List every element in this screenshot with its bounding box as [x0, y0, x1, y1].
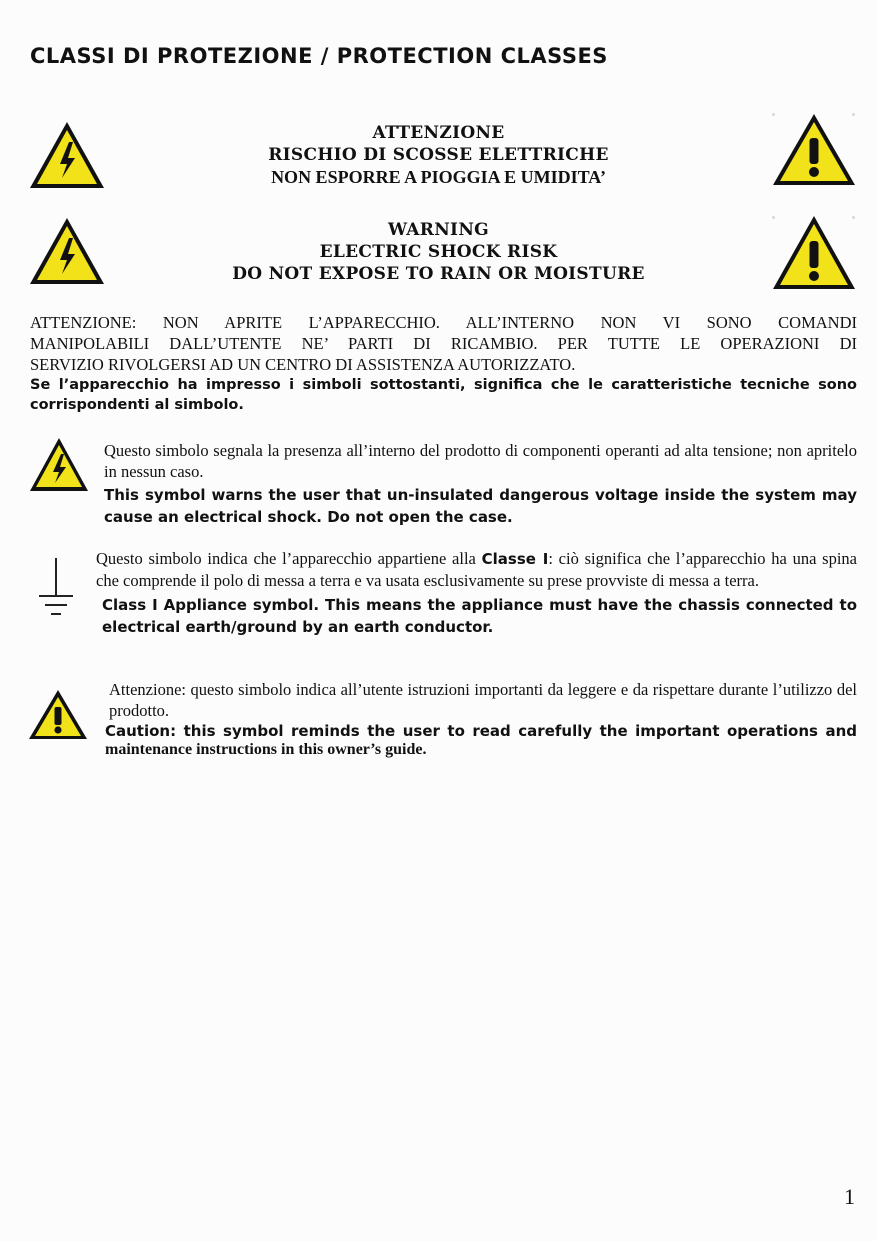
warning-en-line3: DO NOT EXPOSE TO RAIN OR MOISTURE: [232, 264, 645, 284]
class1-symbol-description: [96, 548, 857, 638]
lightning-warning-icon: [28, 216, 106, 288]
notice-bold-line1: Se l’apparecchio ha impresso i simboli sottostanti, significa che le caratteristiche tecniche sono: [30, 377, 857, 393]
exclamation-warning-icon: [771, 112, 857, 188]
notice-it-line2: MANIPOLABILI DALL’UTENTE NE’ PARTI DI RICAMBIO. PER TUTTE LE OPERAZIONI DI: [30, 334, 857, 353]
warning-en-line1: WARNING: [388, 220, 489, 240]
voltage-text-en: This symbol warns the user that un-insulated dangerous voltage inside the system may cause an electrical shock. Do not open the case.: [104, 486, 857, 526]
notice-paragraph: [30, 312, 857, 415]
caution-text-en-line1: Caution: this symbol reminds the user to read carefully the important operations and: [105, 722, 857, 740]
warning-block-en: [100, 219, 777, 285]
exclamation-warning-icon: [771, 214, 857, 292]
notice-bold-line2: corrispondenti al simbolo.: [30, 397, 244, 413]
exclamation-warning-icon: [28, 689, 88, 741]
class1-text-en: Class I Appliance symbol. This means the appliance must have the chassis connected to electrical earth/ground by an earth conductor.: [102, 596, 857, 636]
notice-it-line3: SERVIZIO RIVOLGERSI AD UN CENTRO DI ASSISTENZA AUTORIZZATO.: [30, 355, 576, 374]
lightning-warning-icon: [28, 120, 106, 192]
class1-text-it: Questo simbolo indica che l’apparecchio appartiene alla Classe I: ciò significa che l’apparecchio ha una spina che comprende il polo di messa a terra e va usata esclusivamente su prese provviste di messa a terra.: [96, 549, 857, 590]
voltage-text-it: Questo simbolo segnala la presenza all’interno del prodotto di componenti operanti ad alta tensione; non apritelo in nessun caso.: [104, 441, 857, 481]
class1-highlight: Classe I: [481, 550, 549, 568]
earth-ground-icon: [36, 556, 76, 620]
caution-text-it: Attenzione: questo simbolo indica all’utente istruzioni importanti da leggere e da rispettare durante l’utilizzo del prodotto.: [109, 680, 857, 720]
caution-symbol-description: [105, 679, 857, 759]
warning-it-line2: RISCHIO DI SCOSSE ELETTRICHE: [268, 145, 609, 165]
caution-text-en-line2: maintenance instructions in this owner’s guide.: [105, 741, 427, 758]
warning-block-it: [100, 122, 777, 188]
warning-it-line1: ATTENZIONE: [372, 123, 505, 143]
page-number: 1: [844, 1184, 855, 1209]
voltage-symbol-description: [104, 440, 857, 528]
notice-it-line1: ATTENZIONE: NON APRITE L’APPARECCHIO. ALL’INTERNO NON VI SONO COMANDI: [30, 313, 857, 332]
page-title: CLASSI DI PROTEZIONE / PROTECTION CLASSES: [30, 44, 608, 68]
warning-en-line2: ELECTRIC SHOCK RISK: [319, 242, 558, 262]
lightning-warning-icon: [28, 436, 90, 494]
warning-it-line3: NON ESPORRE A PIOGGIA E UMIDITA’: [271, 167, 606, 187]
